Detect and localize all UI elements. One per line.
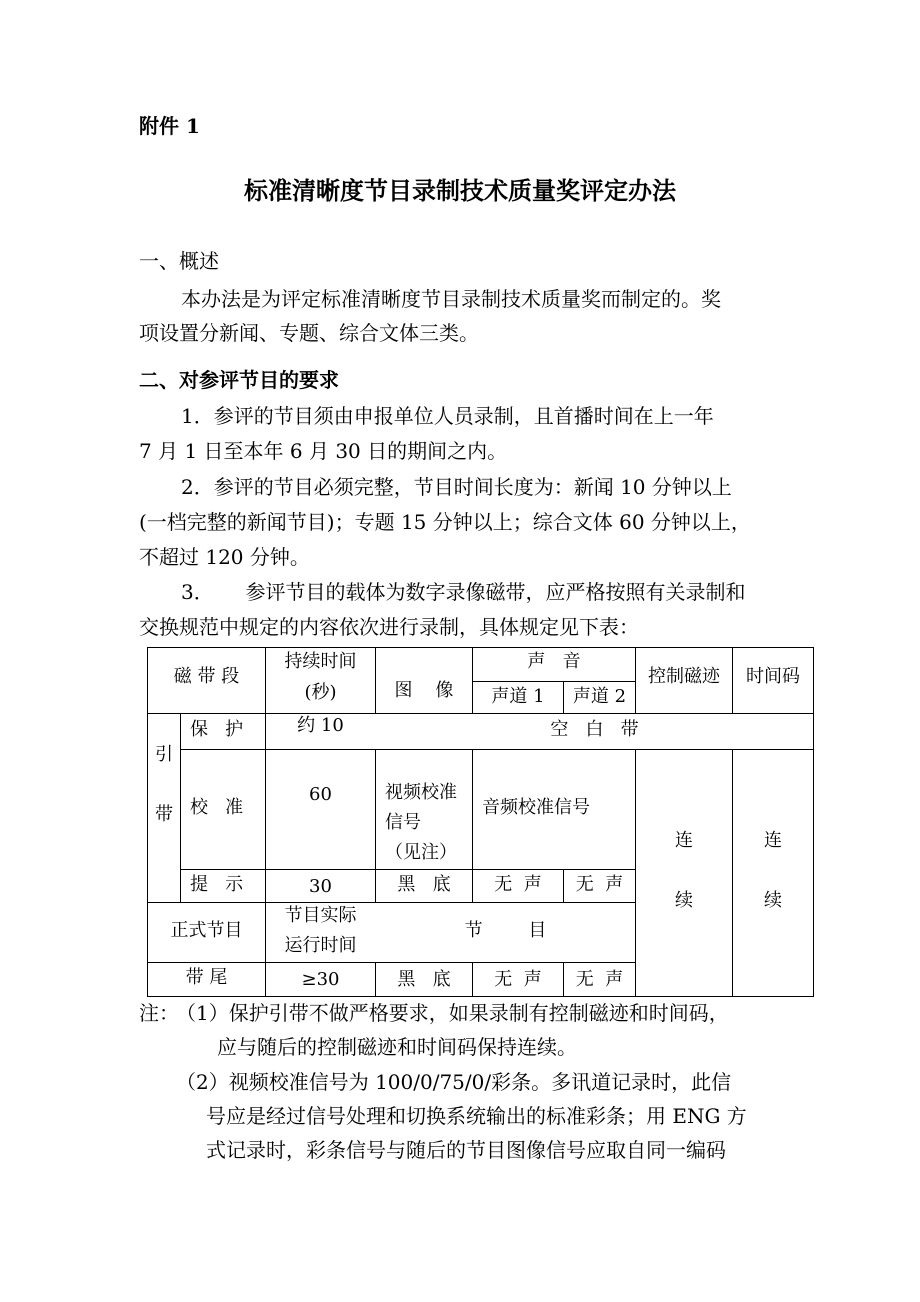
row-calibrate-image: 信号 xyxy=(385,812,421,833)
item3-line: 交换规范中规定的内容依次进行录制，具体规定见下表： xyxy=(139,615,639,639)
timecode-continuous: 续 xyxy=(764,890,782,911)
notes-prefix: 注： xyxy=(139,1001,179,1025)
row-calibrate-label: 校 准 xyxy=(190,797,244,818)
row-tail-ch1: 无 声 xyxy=(494,969,542,990)
item2-line: 不超过 120 分钟。 xyxy=(139,545,310,569)
item2-line: (一档完整的新闻节目)；专题 15 分钟以上；综合文体 60 分钟以上， xyxy=(139,510,751,534)
row-program-duration: 节目实际 xyxy=(284,905,357,926)
note2-line: 号应是经过信号处理和切换系统输出的标准彩条；用 ENG 方 xyxy=(206,1104,747,1128)
leader-label: 带 xyxy=(155,804,173,825)
row-cue-duration: 30 xyxy=(309,876,332,897)
row-cue-label: 提 示 xyxy=(190,874,244,895)
row-calibrate-image: 视频校准 xyxy=(385,782,457,803)
row-protect-content: 空 白 带 xyxy=(550,719,639,740)
row-calibrate-duration: 60 xyxy=(309,784,332,805)
control-track-continuous: 续 xyxy=(675,890,693,911)
row-calibrate-audio: 音频校准信号 xyxy=(482,797,590,818)
row-calibrate-image-note: （见注） xyxy=(385,842,457,863)
header-control-track: 控制磁迹 xyxy=(648,666,720,687)
attachment-label: 附件 1 xyxy=(139,114,200,138)
note2-line: 式记录时，彩条信号与随后的节目图像信号应取自同一编码 xyxy=(206,1138,726,1162)
header-sound: 声 音 xyxy=(527,651,581,672)
row-cue-ch2: 无 声 xyxy=(575,874,624,895)
row-protect-label: 保 护 xyxy=(190,719,244,740)
row-cue-ch1: 无 声 xyxy=(494,874,542,895)
header-timecode: 时间码 xyxy=(746,666,800,687)
section1-para-line: 本办法是为评定标准清晰度节目录制技术质量奖而制定的。奖 xyxy=(181,287,721,311)
item1-line: 7 月 1 日至本年 6 月 30 日的期间之内。 xyxy=(139,439,508,463)
note1-line: 应与随后的控制磁迹和时间码保持连续。 xyxy=(217,1035,577,1059)
section2-heading: 二、对参评节目的要求 xyxy=(139,368,339,392)
section1-para-line: 项设置分新闻、专题、综合文体三类。 xyxy=(139,321,479,345)
item3-line: 3． 参评节目的载体为数字录像磁带，应严格按照有关录制和 xyxy=(181,580,746,604)
row-cue-image: 黑 底 xyxy=(397,874,451,895)
header-segment: 磁 带 段 xyxy=(173,666,240,687)
note1-line: （1）保护引带不做严格要求，如果录制有控制磁迹和时间码， xyxy=(176,1001,729,1025)
header-channel1: 声道 1 xyxy=(491,686,545,707)
header-image: 图 像 xyxy=(394,680,454,701)
row-tail-label: 带 尾 xyxy=(185,967,228,988)
header-duration: 持续时间 xyxy=(284,651,357,672)
row-tail-image: 黑 底 xyxy=(397,969,451,990)
timecode-continuous: 连 xyxy=(764,830,782,851)
row-program-label: 正式节目 xyxy=(170,920,243,941)
leader-label: 引 xyxy=(155,744,173,765)
item2-line: 2．参评的节目必须完整，节目时间长度为：新闻 10 分钟以上 xyxy=(181,475,732,499)
header-channel2: 声道 2 xyxy=(572,686,627,707)
row-tail-ch2: 无 声 xyxy=(575,969,624,990)
row-program-content: 节 目 xyxy=(464,920,547,941)
control-track-continuous: 连 xyxy=(675,830,693,851)
header-duration-unit: (秒) xyxy=(304,682,337,703)
note2-line: （2）视频校准信号为 100/0/75/0/彩条。多讯道记录时，此信 xyxy=(176,1070,732,1094)
row-tail-duration: ≥30 xyxy=(301,969,340,990)
item1-line: 1．参评的节目须由申报单位人员录制，且首播时间在上一年 xyxy=(181,404,714,428)
document-title: 标准清晰度节目录制技术质量奖评定办法 xyxy=(244,176,676,205)
row-program-duration: 运行时间 xyxy=(284,935,357,956)
row-protect-duration: 约 10 xyxy=(297,715,344,736)
section1-heading: 一、概述 xyxy=(139,249,219,273)
